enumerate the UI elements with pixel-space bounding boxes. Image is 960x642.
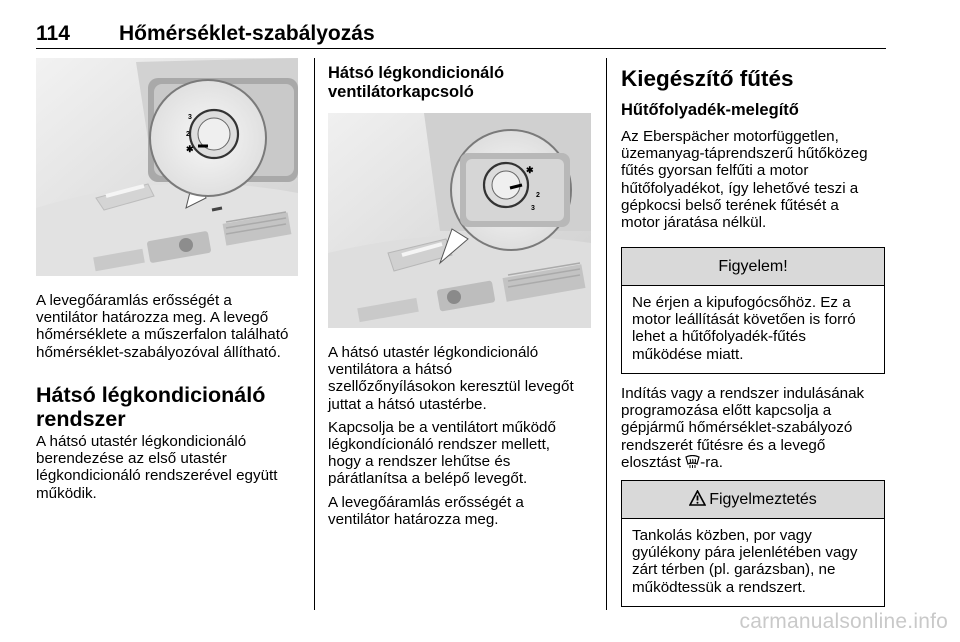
dashboard-illustration	[36, 58, 298, 276]
dial-mark-2: 2	[186, 131, 190, 138]
rear-ac-section	[36, 383, 306, 502]
rear-fan-paragraph-2: Kapcsolja be a ventilátort működő légkondícionáló rendszer mellett, hogy a rendszer lehűtse és párátlanítsa a belépő levegőt.	[328, 418, 556, 488]
column-1-text	[36, 292, 306, 361]
coolant-heater-intro: Az Eberspächer motorfüggetlen, üzemanyag-táprendszerű hűtőközeg fűtés gyorsan felfűti a motor hűtőfolyadékot, így lehetővé teszi a gépkocsi belső terének fűtését a motor járatása nélkül.	[621, 128, 868, 232]
front-fan-switch-figure	[36, 58, 298, 276]
rear-fan-switch-section	[328, 64, 598, 102]
rear-ac-paragraph: A hátsó utastér légkondicionáló berendezése az első utastér légkondicionáló rendszerével együtt működik.	[36, 433, 278, 502]
rear-fan-switch-heading: Hátsó légkondicionáló ventilátorkapcsoló	[328, 64, 505, 101]
dial-mark-fan-rear: ✱	[526, 165, 534, 175]
windshield-defrost-icon	[685, 455, 700, 469]
dial-mark-3-rear: 3	[531, 205, 535, 212]
warning-triangle-icon	[689, 490, 706, 506]
rear-fan-paragraph-3: A levegőáramlás erősségét a ventilátor határozza meg.	[328, 493, 524, 528]
dial-mark-2-rear: 2	[536, 192, 540, 199]
start-instructions	[621, 385, 887, 471]
warning-body: Tankolás közben, por vagy gyúlékony pára jelenlétében vagy zárt térben (pl. garázsban), ne működtessük a rendszert.	[632, 527, 858, 596]
rear-console-illustration	[328, 113, 591, 328]
page-number: 114	[36, 22, 70, 45]
column-3-text	[621, 66, 885, 231]
notice-title: Figyelem!	[622, 248, 884, 286]
column-divider-2	[606, 58, 607, 610]
dial-mark-fan: ✱	[186, 144, 194, 154]
coolant-heater-subheading: Hűtőfolyadék-melegítő	[621, 101, 799, 119]
aux-heating-heading: Kiegészítő fűtés	[621, 66, 794, 91]
rear-fan-switch-figure	[328, 113, 591, 328]
page-header	[36, 10, 886, 44]
column-2-text	[328, 344, 598, 528]
notice-body: Ne érjen a kipufogócsőhöz. Ez a motor leállítását követően is forró lehet a hűtőfolyadék-fűtés működése miatt.	[632, 294, 856, 363]
notice-box	[621, 247, 885, 374]
warning-header	[622, 481, 884, 519]
front-fan-caption: A levegőáramlás erősségét a ventilátor határozza meg. A levegő hőmérséklete a műszerfalon található hőmérséklet-szabályozóval állítható.	[36, 292, 289, 361]
header-rule	[36, 48, 886, 49]
column-divider-1	[314, 58, 315, 610]
chapter-title: Hőmérséklet-szabályozás	[119, 22, 375, 45]
start-paragraph: Indítás vagy a rendszer indulásának programozása előtt kapcsolja a gépjármű hőmérséklet-szabályozó rendszerét fűtésre és a levegő elosztást -ra.	[621, 385, 865, 471]
watermark: carmanualsonline.info	[739, 610, 948, 633]
dial-mark-3: 3	[188, 114, 192, 121]
warning-box	[621, 480, 885, 607]
warning-title: Figyelmeztetés	[709, 491, 817, 508]
rear-ac-heading: Hátsó légkondicionáló rendszer	[36, 383, 266, 431]
rear-fan-paragraph-1: A hátsó utastér légkondicionáló ventilátora a hátsó szellőzőnyílásokon keresztül levegőt juttat a hátsó utastérbe.	[328, 344, 574, 413]
